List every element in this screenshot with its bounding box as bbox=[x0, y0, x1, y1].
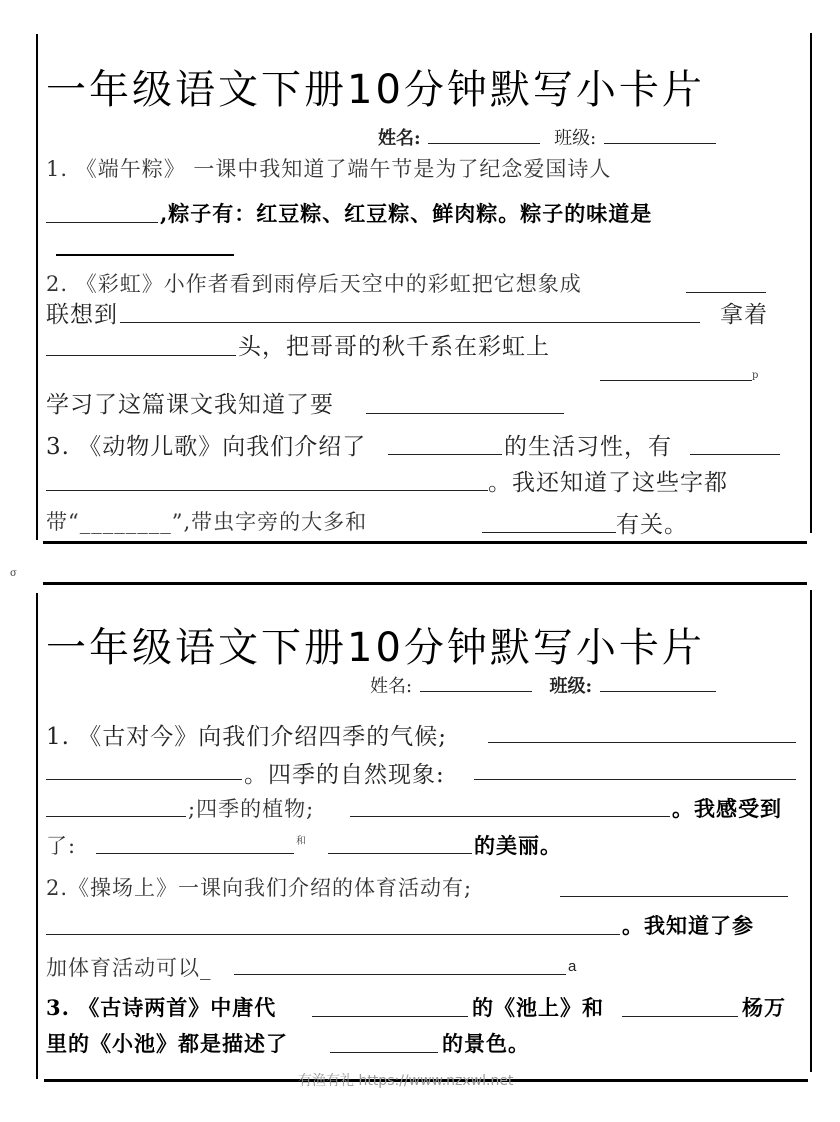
c2-q1-blank-6[interactable] bbox=[96, 853, 294, 854]
c1-q3-blank-4[interactable] bbox=[482, 532, 616, 533]
c2-q1-blank-4[interactable] bbox=[46, 816, 186, 817]
c1-q2-blank-4[interactable] bbox=[600, 380, 752, 381]
c2-q3-line2-suffix: 的景色。 bbox=[442, 1031, 530, 1056]
c1-q1-blank-1[interactable] bbox=[46, 222, 158, 223]
name-field[interactable] bbox=[420, 690, 532, 692]
c2-q2-line1: 2.《操场上》一课向我们介绍的体育活动有; bbox=[46, 876, 473, 900]
card-2-title: 一年级语文下册10分钟默写小卡片 bbox=[46, 625, 705, 671]
card-1-right-border bbox=[810, 33, 812, 533]
c2-q1-blank-2[interactable] bbox=[46, 779, 242, 780]
class-field[interactable] bbox=[604, 142, 716, 144]
c1-q2-blank-2[interactable] bbox=[120, 322, 700, 323]
c2-q1-blank-7[interactable] bbox=[328, 853, 472, 854]
c1-q3-blank-2[interactable] bbox=[690, 454, 780, 455]
class-field[interactable] bbox=[600, 690, 716, 692]
c2-q3-line1-prefix: 3. 《古诗两首》中唐代 bbox=[46, 995, 277, 1020]
c2-q1-blank-5[interactable] bbox=[350, 816, 670, 817]
c1-q1-line1: 1. 《端午粽》 一课中我知道了端午节是为了纪念爱国诗人 bbox=[46, 157, 612, 181]
c2-q3-line2-prefix: 里的《小池》都是描述了 bbox=[46, 1031, 288, 1056]
c2-q2-marker: a bbox=[568, 958, 577, 975]
c2-q3-line1-mid: 的《池上》和 bbox=[472, 995, 604, 1020]
c2-q2-blank-3[interactable] bbox=[234, 974, 566, 975]
class-label: 班级: bbox=[554, 128, 597, 149]
card-1-title: 一年级语文下册10分钟默写小卡片 bbox=[46, 67, 705, 113]
card-2-right-border bbox=[810, 590, 812, 1072]
c2-q2-line2: 。我知道了参 bbox=[622, 913, 754, 938]
c1-q2-line2-suffix: 拿着 bbox=[720, 302, 768, 328]
class-label: 班级: bbox=[549, 676, 593, 697]
c1-q1-line2: ,粽子有：红豆粽、红豆粽、鲜肉粽。粽子的味道是 bbox=[160, 201, 653, 226]
c1-q2-line3: 头，把哥哥的秋千系在彩虹上 bbox=[238, 334, 550, 360]
c2-q1-blank-1[interactable] bbox=[488, 742, 796, 743]
c1-q3-blank-3[interactable] bbox=[46, 490, 488, 491]
c2-q1-line2: 。四季的自然现象: bbox=[244, 762, 445, 788]
c1-q3-line3-mid: ”,带虫字旁的大多和 bbox=[171, 510, 368, 534]
c1-q3-line3 bbox=[46, 506, 367, 536]
watermark: 有渔有礼 https://www.nzxwl.net bbox=[298, 1073, 514, 1089]
card-1-name-row bbox=[378, 124, 718, 150]
c2-q1-line4-suffix: 的美丽。 bbox=[474, 833, 562, 858]
card-1-left-border bbox=[36, 34, 38, 540]
c1-q1-blank-2[interactable] bbox=[56, 254, 234, 256]
c2-q2-line3: 加体育活动可以_ bbox=[46, 956, 212, 980]
separator-mark: σ bbox=[10, 568, 17, 579]
c2-q3-blank-1[interactable] bbox=[312, 1016, 468, 1017]
c1-q3-line1-mid: 的生活习性，有 bbox=[504, 434, 672, 460]
c1-q3-line1-prefix: 3. 《动物儿歌》向我们介绍了 bbox=[46, 434, 367, 460]
c2-q3-line1-suffix: 杨万 bbox=[742, 995, 786, 1020]
name-field[interactable] bbox=[428, 142, 540, 144]
name-label: 姓名: bbox=[378, 128, 421, 149]
c1-q2-blank-3[interactable] bbox=[46, 355, 236, 356]
c1-q2-line1: 2. 《彩虹》小作者看到雨停后天空中的彩虹把它想象成 bbox=[46, 272, 582, 296]
c2-q1-line3-b: 。我感受到 bbox=[672, 796, 782, 821]
c1-q2-blank-5[interactable] bbox=[366, 413, 564, 414]
c2-q1-blank-3[interactable] bbox=[474, 779, 796, 780]
c1-q3-line2: 。我还知道了这些字都 bbox=[488, 470, 728, 496]
c1-q3-radical-blank[interactable]: ________ bbox=[79, 510, 172, 534]
c2-q3-blank-2[interactable] bbox=[622, 1016, 738, 1017]
card-2-left-border bbox=[36, 593, 38, 1079]
c1-q2-line2-prefix: 联想到 bbox=[46, 302, 118, 328]
c2-q1-line3-a: ;四季的植物; bbox=[188, 797, 315, 821]
card-2-name-row bbox=[370, 672, 718, 698]
c1-q2-blank-1[interactable] bbox=[686, 292, 766, 293]
c2-q2-blank-2[interactable] bbox=[46, 934, 620, 935]
c1-q3-blank-1[interactable] bbox=[388, 454, 502, 455]
c1-q2-marker: p bbox=[752, 370, 759, 381]
c2-q1-tiny-he: 和 bbox=[296, 836, 306, 847]
c2-q1-line4-prefix: 了: bbox=[46, 834, 77, 858]
c2-q1-line1: 1. 《古对今》向我们介绍四季的气候; bbox=[46, 724, 448, 750]
name-label: 姓名: bbox=[370, 676, 413, 697]
c1-q3-line3-prefix: 带“ bbox=[46, 510, 80, 534]
c1-q2-line4: 学习了这篇课文我知道了要 bbox=[46, 392, 334, 418]
card-2-top-border bbox=[43, 582, 807, 585]
c1-q3-line3-suffix: 有关。 bbox=[616, 512, 688, 538]
card-1-bottom-border bbox=[43, 541, 807, 544]
c2-q3-blank-3[interactable] bbox=[330, 1052, 438, 1053]
c2-q2-blank-1[interactable] bbox=[560, 896, 788, 897]
